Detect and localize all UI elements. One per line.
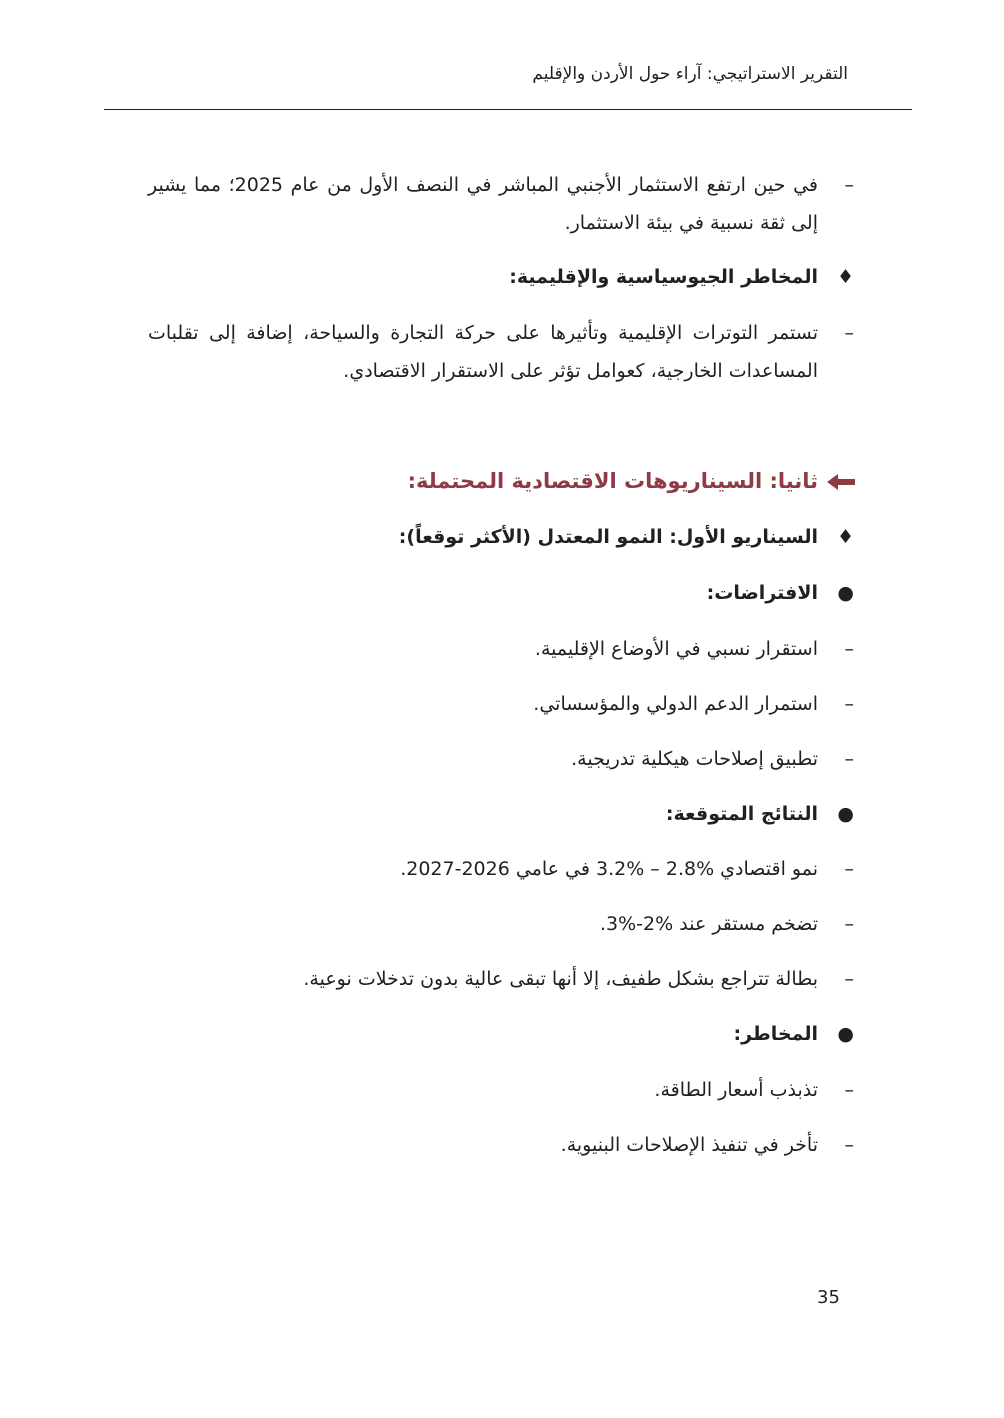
outcome-text: نمو اقتصادي %2.8 – %3.2 في عامي 2026-2027. — [400, 858, 818, 880]
assumption-text: تطبيق إصلاحات هيكلية تدريجية. — [571, 748, 818, 770]
scenario1-heading — [398, 518, 854, 556]
dash-marker: – — [844, 638, 854, 660]
geo-risks-heading — [509, 258, 854, 296]
bullet-marker: ● — [837, 803, 854, 825]
left-arrow-icon — [826, 462, 856, 500]
outcomes-label — [665, 795, 854, 833]
list-item — [303, 960, 854, 998]
assumption-text: استمرار الدعم الدولي والمؤسساتي. — [533, 693, 818, 715]
header-rule — [104, 109, 912, 110]
section-heading-text: ثانيا: السيناريوهات الاقتصادية المحتملة: — [407, 469, 818, 493]
assumptions-label — [706, 574, 854, 612]
dash-marker: – — [844, 913, 854, 935]
dash-marker: – — [844, 174, 854, 196]
list-item-fdi-note — [148, 166, 854, 242]
dash-marker: – — [844, 858, 854, 880]
list-item-geo-risks — [148, 314, 854, 390]
dash-marker: – — [844, 968, 854, 990]
list-item — [560, 1126, 854, 1164]
risks-label — [733, 1015, 854, 1053]
bullet-marker: ● — [837, 582, 854, 604]
scenario1-heading-text: السيناريو الأول: النمو المعتدل (الأكثر توقعاً): — [398, 526, 818, 548]
assumption-text: استقرار نسبي في الأوضاع الإقليمية. — [534, 638, 818, 660]
section-heading — [408, 462, 818, 500]
dash-marker: – — [844, 748, 854, 770]
outcome-text: تضخم مستقر عند %2-%3. — [599, 913, 818, 935]
dash-marker: – — [844, 322, 854, 344]
dash-marker: – — [844, 1134, 854, 1156]
list-item — [599, 905, 854, 943]
running-header: التقرير الاستراتيجي: آراء حول الأردن والإقليم — [532, 64, 848, 84]
risks-label-text: المخاطر: — [733, 1023, 818, 1045]
dash-marker: – — [844, 1079, 854, 1101]
diamond-marker: ♦ — [836, 526, 854, 548]
list-item — [400, 850, 854, 888]
page-number: 35 — [817, 1287, 840, 1308]
bullet-marker: ● — [837, 1023, 854, 1045]
list-item — [571, 740, 854, 778]
list-item — [654, 1071, 854, 1109]
risk-text: تأخر في تنفيذ الإصلاحات البنيوية. — [560, 1134, 818, 1156]
risk-text: تذبذب أسعار الطاقة. — [654, 1079, 818, 1101]
list-item — [533, 685, 854, 723]
list-item — [534, 630, 854, 668]
geo-risks-text: تستمر التوترات الإقليمية وتأثيرها على حركة التجارة والسياحة، إضافة إلى تقلبات المساعدات الخارجية، كعوامل تؤثر على الاستقرار الاقتصادي. — [148, 322, 818, 382]
diamond-marker: ♦ — [836, 266, 854, 288]
dash-marker: – — [844, 693, 854, 715]
fdi-note-text: في حين ارتفع الاستثمار الأجنبي المباشر في النصف الأول من عام 2025؛ مما يشير إلى ثقة نسبية في بيئة الاستثمار. — [148, 174, 819, 234]
assumptions-label-text: الافتراضات: — [706, 582, 818, 604]
outcomes-label-text: النتائج المتوقعة: — [665, 803, 818, 825]
outcome-text: بطالة تتراجع بشكل طفيف، إلا أنها تبقى عالية بدون تدخلات نوعية. — [303, 968, 818, 990]
geo-risks-heading-text: المخاطر الجيوسياسية والإقليمية: — [509, 266, 818, 288]
